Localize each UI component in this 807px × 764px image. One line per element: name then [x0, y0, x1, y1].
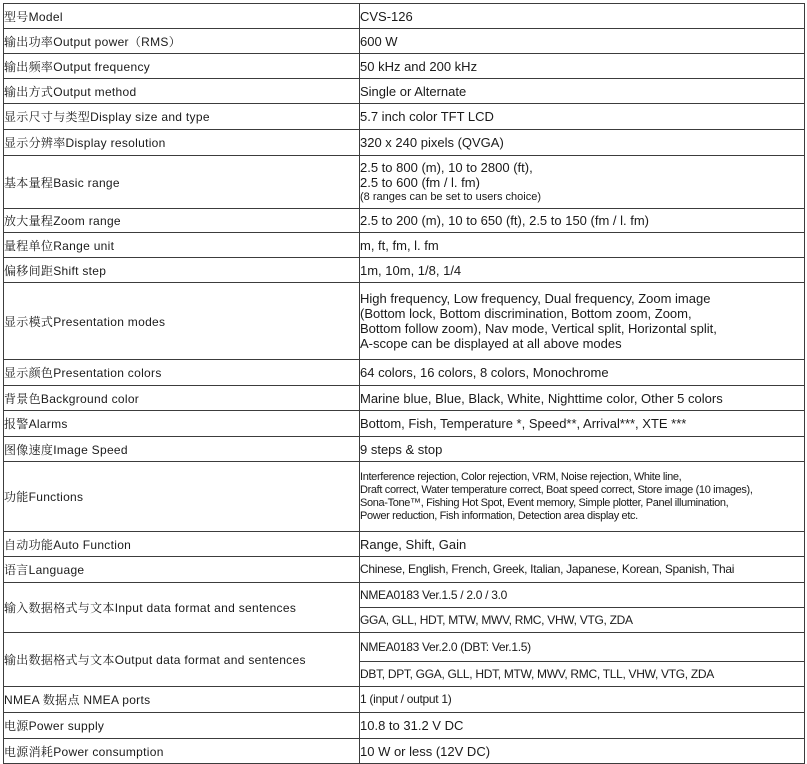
spec-value-power-consumption: 10 W or less (12V DC)	[360, 739, 805, 764]
spec-label-shift-step: 偏移间距Shift step	[4, 258, 360, 283]
table-row	[4, 29, 805, 54]
spec-value-display-resolution: 320 x 240 pixels (QVGA)	[360, 130, 805, 156]
spec-value-output-data-version: NMEA0183 Ver.2.0 (DBT: Ver.1.5)	[360, 633, 805, 662]
spec-label-output-data-format: 输出数据格式与文本Output data format and sentences	[4, 633, 360, 687]
presentation-modes-line: (Bottom lock, Bottom discrimination, Bottom zoom, Zoom,	[360, 306, 692, 321]
table-row	[4, 283, 805, 360]
spec-value-output-data-sentences: DBT, DPT, GGA, GLL, HDT, MTW, MWV, RMC, TLL, VHW, VTG, ZDA	[360, 662, 805, 687]
table-row	[4, 130, 805, 156]
table-row	[4, 583, 805, 608]
table-row	[4, 54, 805, 79]
table-row	[4, 532, 805, 557]
table-row	[4, 462, 805, 532]
basic-range-line: 2.5 to 600 (fm / l. fm)	[360, 175, 480, 190]
basic-range-line: 2.5 to 800 (m), 10 to 2800 (ft),	[360, 160, 533, 175]
spec-label-auto-function: 自动功能Auto Function	[4, 532, 360, 557]
spec-value-nmea-ports: 1 (input / output 1)	[360, 687, 805, 713]
spec-label-power-supply: 电源Power supply	[4, 713, 360, 739]
spec-label-output-power: 输出功率Output power（RMS）	[4, 29, 360, 54]
spec-value-basic-range	[360, 156, 805, 209]
functions-line: Sona-Tone™, Fishing Hot Spot, Event memory, Simple plotter, Panel illumination,	[360, 496, 729, 509]
spec-label-language: 语言Language	[4, 557, 360, 583]
spec-label-nmea-ports: NMEA 数据点 NMEA ports	[4, 687, 360, 713]
spec-value-image-speed: 9 steps & stop	[360, 437, 805, 462]
spec-label-output-method: 输出方式Output method	[4, 79, 360, 104]
presentation-modes-line: Bottom follow zoom), Nav mode, Vertical split, Horizontal split,	[360, 321, 717, 336]
table-row	[4, 633, 805, 662]
spec-value-presentation-colors: 64 colors, 16 colors, 8 colors, Monochrome	[360, 360, 805, 386]
spec-label-functions: 功能Functions	[4, 462, 360, 532]
table-row	[4, 739, 805, 764]
table-row	[4, 156, 805, 209]
spec-value-input-data-version: NMEA0183 Ver.1.5 / 2.0 / 3.0	[360, 583, 805, 608]
spec-label-image-speed: 图像速度Image Speed	[4, 437, 360, 462]
spec-value-input-data-sentences: GGA, GLL, HDT, MTW, MWV, RMC, VHW, VTG, ZDA	[360, 608, 805, 633]
spec-value-output-method: Single or Alternate	[360, 79, 805, 104]
table-row	[4, 258, 805, 283]
spec-label-basic-range: 基本量程Basic range	[4, 156, 360, 209]
spec-value-auto-function: Range, Shift, Gain	[360, 532, 805, 557]
table-row	[4, 360, 805, 386]
table-row	[4, 4, 805, 29]
spec-value-output-power: 600 W	[360, 29, 805, 54]
spec-value-model: CVS-126	[360, 4, 805, 29]
spec-value-presentation-modes	[360, 283, 805, 360]
table-row	[4, 209, 805, 233]
presentation-modes-line: High frequency, Low frequency, Dual frequency, Zoom image	[360, 291, 711, 306]
spec-label-alarms: 报警Alarms	[4, 411, 360, 437]
spec-value-output-frequency: 50 kHz and 200 kHz	[360, 54, 805, 79]
table-row	[4, 79, 805, 104]
spec-label-background-color: 背景色Background color	[4, 386, 360, 411]
spec-value-display-size: 5.7 inch color TFT LCD	[360, 104, 805, 130]
spec-value-language: Chinese, English, French, Greek, Italian, Japanese, Korean, Spanish, Thai	[360, 557, 805, 583]
spec-label-presentation-modes: 显示模式Presentation modes	[4, 283, 360, 360]
functions-line: Interference rejection, Color rejection, VRM, Noise rejection, White line,	[360, 470, 682, 483]
spec-label-display-resolution: 显示分辨率Display resolution	[4, 130, 360, 156]
functions-line: Draft correct, Water temperature correct, Boat speed correct, Store image (10 images),	[360, 483, 753, 496]
spec-value-alarms: Bottom, Fish, Temperature *, Speed**, Arrival***, XTE ***	[360, 411, 805, 437]
table-row	[4, 386, 805, 411]
table-row	[4, 411, 805, 437]
spec-label-model: 型号Model	[4, 4, 360, 29]
spec-label-input-data-format: 输入数据格式与文本Input data format and sentences	[4, 583, 360, 633]
spec-label-presentation-colors: 显示颜色Presentation colors	[4, 360, 360, 386]
table-row	[4, 713, 805, 739]
table-row	[4, 557, 805, 583]
spec-value-power-supply: 10.8 to 31.2 V DC	[360, 713, 805, 739]
table-row	[4, 104, 805, 130]
spec-value-shift-step: 1m, 10m, 1/8, 1/4	[360, 258, 805, 283]
basic-range-note: (8 ranges can be set to users choice)	[360, 191, 541, 203]
table-row	[4, 437, 805, 462]
presentation-modes-line: A-scope can be displayed at all above modes	[360, 336, 622, 351]
spec-label-display-size: 显示尺寸与类型Display size and type	[4, 104, 360, 130]
spec-value-range-unit: m, ft, fm, l. fm	[360, 233, 805, 258]
spec-label-range-unit: 量程单位Range unit	[4, 233, 360, 258]
table-row	[4, 233, 805, 258]
spec-label-output-frequency: 输出频率Output frequency	[4, 54, 360, 79]
functions-line: Power reduction, Fish information, Detection area display etc.	[360, 509, 638, 522]
table-row	[4, 687, 805, 713]
specification-table	[3, 3, 805, 764]
spec-value-zoom-range: 2.5 to 200 (m), 10 to 650 (ft), 2.5 to 150 (fm / l. fm)	[360, 209, 805, 233]
spec-value-functions	[360, 462, 805, 532]
spec-label-power-consumption: 电源消耗Power consumption	[4, 739, 360, 764]
spec-value-background-color: Marine blue, Blue, Black, White, Nighttime color, Other 5 colors	[360, 386, 805, 411]
spec-label-zoom-range: 放大量程Zoom range	[4, 209, 360, 233]
